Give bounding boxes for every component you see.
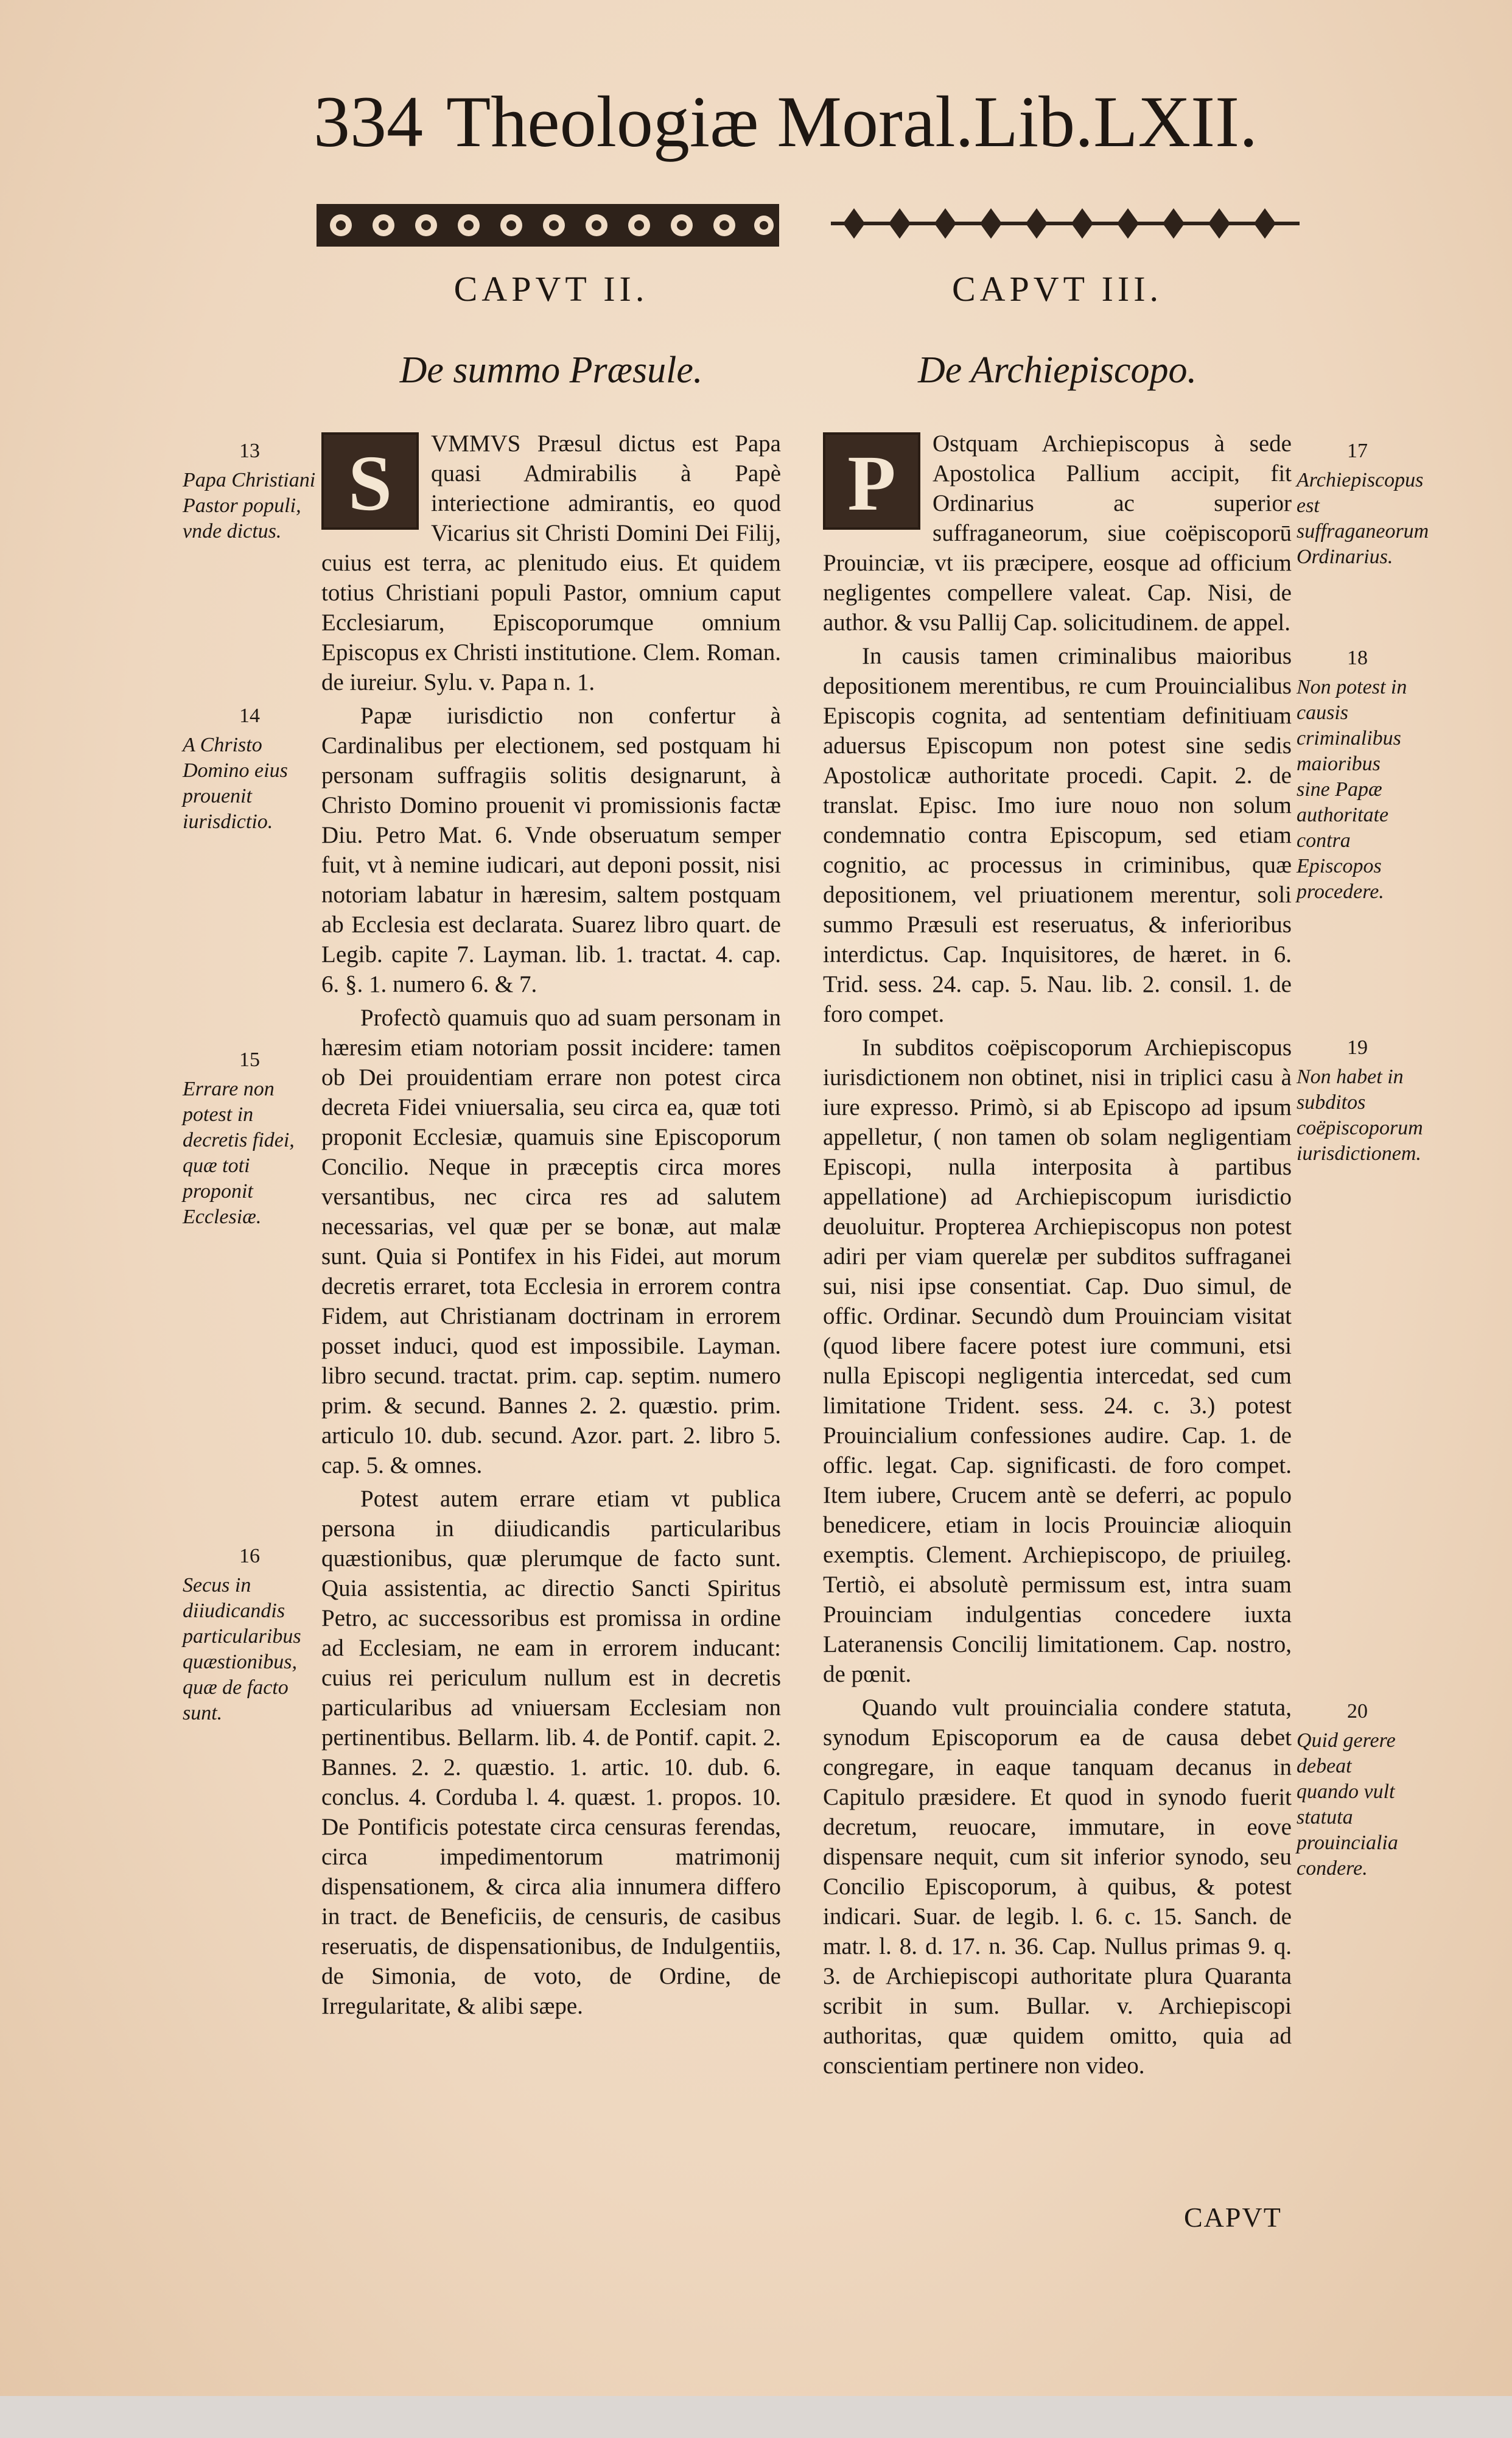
note-number: 14 xyxy=(239,704,260,727)
paragraph: Potest autem errare etiam vt publica persona in diiudicandis particularibus quæstionibus, quæ plerumque de facto sunt. Quia assistentia, ac directio Sancti Spiritus Petro, ac successoribus est promissa in ordine ad Ecclesiam, ne eam in errorem inducant: cuius rei periculum nullum est in decretis particularibus ad vniuersam Ecclesiam non pertinentibus. Bellarm. lib. 4. de Pontif. capit. 2. Bannes. 2. 2. quæstio. 1. artic. 10. dub. 6. conclus. 4. Corduba l. 4. quæst. 1. propos. 10. De Pontificis potestate circa censuras ferendas, circa impedimentorum matrimonij dispensationem, & circa alia innumera differo in tract. de Beneficiis, de censuris, de casibus reseruatis, de dispensationibus, de Indulgentiis, de Simonia, de voto, de Ordine, de Irregularitate, & alibi sæpe. xyxy=(321,1486,781,2019)
note-text: Archiepiscopus est suffraganeorum Ordinarius. xyxy=(1297,469,1429,568)
paragraph: Profectò quamuis quo ad suam personam in hæresim etiam notoriam possit incidere: tamen ob Dei prouidentiam errare non potest circa decreta Fidei vniuersalia, seu circa ea, quæ toti proponit Ecclesiæ, quamuis sine Episcoporum Concilio. Neque in præceptis circa mores versantibus, nec circa res ad salutem necessarias, vel quæ per se bonæ, aut malæ sunt. Quia si Pontifex in his Fidei, aut morum decretis erraret, tota Ecclesia in errorem contra Fidem, aut Christianam doctrinam in errorem posset induci, quod est impossibile. Layman. libro secund. tractat. prim. cap. septim. numero prim. & secund. Bannes 2. 2. quæstio. prim. articulo 10. dub. secund. Azor. part. 2. libro 5. cap. 5. & omnes. xyxy=(321,1005,781,1478)
chapter-subtitle: De summo Præsule. xyxy=(399,350,703,391)
note-number: 16 xyxy=(239,1545,260,1567)
left-ornament-band xyxy=(317,198,779,253)
margin-note xyxy=(1297,1699,1418,1881)
note-number: 15 xyxy=(239,1049,260,1071)
drop-cap: P xyxy=(823,432,920,530)
note-text: Quid gerere debeat quando vult statuta prouincialia condere. xyxy=(1297,1729,1398,1880)
note-number: 13 xyxy=(239,440,260,462)
drop-cap: S xyxy=(321,432,419,530)
left-column xyxy=(321,268,781,2025)
note-text: Secus in diiudicandis particularibus quæstionibus, quæ de facto sunt. xyxy=(183,1574,301,1724)
note-text: Non habet in subditos coëpiscoporum iurisdictionem. xyxy=(1297,1066,1423,1165)
paragraph: Ostquam Archiepiscopus à sede Apostolica Pallium accipit, fit Ordinarius ac superior suffraganeorum, siue coëpiscoporū Prouinciæ, vt iis præcipere, eosque ad officium negligentes compellere valeat. Cap. Nisi, de author. & vsu Pallij Cap. solicitudinem. de appel. xyxy=(823,430,1292,636)
chapter-subtitle: De Archiepiscopo. xyxy=(917,350,1197,391)
margin-note xyxy=(1297,1035,1423,1167)
note-text: A Christo Domino eius prouenit iurisdictio. xyxy=(183,734,288,833)
right-column xyxy=(823,268,1292,2084)
paragraph: In causis tamen criminalibus maioribus depositionem merentibus, re cum Prouincialibus Episcopis cognita, ad sententiam definitiuam aduersus Episcopum non potest sine sedis Apostolicæ authoritate procedi. Capit. 2. de translat. Episc. Imo iure nouo non solum condemnatio contra Episcopum, sed etiam cognitio, ac processus in criminibus, quæ depositionem, vel priuationem merentur, soli summo Præsuli est reseruatus, & inferioribus interdictus. Cap. Inquisitores, de hæret. in 6. Trid. sess. 24. cap. 5. Nau. lib. 2. consil. 1. de foro compet. xyxy=(823,643,1292,1027)
running-title: Theologiæ Moral.Lib.LXII. xyxy=(446,81,1258,162)
running-header xyxy=(313,73,1258,170)
catchword: CAPVT xyxy=(1184,2202,1282,2233)
paragraph: In subditos coëpiscoporum Archiepiscopus iurisdictionem non obtinet, nisi in triplici casu à iure expresso. Primò, si ab Episcopo ad ipsum appelletur, ( non tamen ob solam negligentiam Episcopi, nulla interposita à partibus appellatione) ad Archiepiscopum iurisdictio deuoluitur. Propterea Archiepiscopus non potest adiri per viam querelæ per subditos suffraganei sui, nisi ipse consentiat. Cap. Duo simul, de offic. Ordinar. Secundò dum Prouinciam visitat (quod libere facere potest iure communi, etsi nulla Episcopi negligentia intercedat, sed cum limitatione Trident. sess. 24. c. 3.) potest Prouincialium confessiones audire. Cap. 1. de offic. legat. Cap. significasti. de foro compet. Item iubere, Crucem antè se deferri, ac populo benedicere, etiam in locis Prouinciæ alioquin exemptis. Clement. Archiepiscopo, de priuileg. Tertiò, ei absolutè permissum est, intra suam Prouinciam indulgentias concedere iuxta Lateranensis Concilij limitationem. Cap. nostro, de pœnit. xyxy=(823,1035,1292,1687)
note-text: Errare non potest in decretis fidei, quæ toti proponit Ecclesiæ. xyxy=(183,1078,295,1228)
note-number: 20 xyxy=(1347,1700,1368,1723)
note-number: 19 xyxy=(1347,1036,1368,1059)
note-number: 18 xyxy=(1347,647,1368,669)
paragraph: Papæ iurisdictio non confertur à Cardinalibus per electionem, sed postquam hi personam suffragiis solitis designarunt, à Christo Domino prouenit vi promissionis factæ Diu. Petro Mat. 6. Vnde obseruatum semper fuit, vt à nemine iudicari, aut deponi possit, nisi notoriam labatur in hæresim, saltem postquam ab Ecclesia est declarata. Suarez libro quart. de Legib. capite 7. Layman. lib. 1. tractat. 4. cap. 6. §. 1. numero 6. & 7. xyxy=(321,703,781,997)
chapter-body xyxy=(321,429,781,2021)
note-number: 17 xyxy=(1347,440,1368,462)
note-text: Non potest in causis criminalibus maioribus sine Papæ authoritate contra Episcopos procedere. xyxy=(1297,676,1407,903)
note-text: Papa Christiani Pastor populi, vnde dictus. xyxy=(183,469,316,543)
margin-note xyxy=(183,703,317,835)
chapter-body xyxy=(823,429,1292,2081)
paragraph: VMMVS Præsul dictus est Papa quasi Admirabilis à Papè interiectione admirantis, eo quod Vicarius sit Christi Domini Dei Filij, cuius est terra, ac plenitudo eius. Et quidem totius Christiani populi Pastor, omnium caput Ecclesiarum, Episcoporumque omnium Episcopus ex Christi institutione. Clem. Roman. de iureiur. Sylu. v. Papa n. 1. xyxy=(321,430,781,695)
margin-note xyxy=(183,1544,317,1726)
paragraph: Quando vult prouincialia condere statuta, synodum Episcoporum ea de causa debet congregare, in eaque tanquam decanus in Capitulo præsidere. Et quod in synodo fuerit decretum, reuocare, immutare, in eove dispensare nequit, cum sit inferior synodo, seu Concilio Episcoporum, à quibus, & potest indicari. Suar. de legib. l. 6. c. 15. Sanch. de matr. l. 8. d. 17. n. 36. Cap. Nullus primas 9. q. 3. de Archiepiscopi authoritate plura Quaranta scribit in sum. Bullar. v. Archiepiscopi authoritas, quæ quidem omitto, quia ad conscientiam pertinere non video. xyxy=(823,1695,1292,2079)
margin-note xyxy=(1297,645,1418,905)
margin-note xyxy=(183,438,317,544)
chapter-heading: CAPVT II. xyxy=(453,269,649,309)
margin-note xyxy=(183,1047,317,1230)
page-number: 334 xyxy=(313,81,423,162)
right-ornament-band xyxy=(831,201,1300,247)
margin-note xyxy=(1297,438,1429,570)
scan-bottom-edge xyxy=(0,2396,1512,2438)
chapter-heading: CAPVT III. xyxy=(951,269,1163,309)
